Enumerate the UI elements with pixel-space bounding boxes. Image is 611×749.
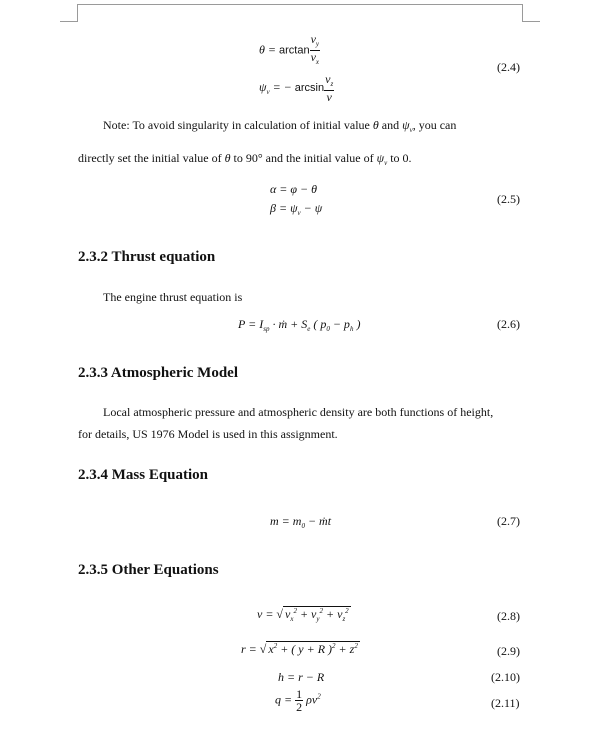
equation-number: (2.5) [497,192,520,206]
page-corner-right-v [522,4,523,21]
note-text: , you can [412,118,457,132]
equation-radius: r = √ $x^2$ + ( y + R )$^2 + z^2$ [241,642,358,656]
section-heading: 2.3.4 Mass Equation [78,467,209,483]
note-text: to 0. [390,151,412,165]
equation-number: (2.6) [497,317,520,331]
note-line-1: Note: To avoid singularity in calculation of initial value θ and $\psi_v$, you can [103,118,457,134]
equation-number: (2.8) [497,609,520,623]
equation-dynamic-pressure: q = $\frac{1}{2}$ $\rho v^2$ [275,687,321,714]
equation-number: (2.11) [491,696,520,710]
page-corner-left-v [77,4,78,21]
body-paragraph: The engine thrust equation is [103,290,243,304]
equation-beta: $\beta = \psi_v - \psi$ [270,201,323,217]
equation-psi: $\psi_v$ = − arcsin $\frac{v_z}{v}$ [259,72,334,104]
equation-theta: θ = arctan $\frac{v_y}{v_x}$ [259,32,320,66]
equation-number: (2.10) [491,670,520,684]
equation-thrust: $P = I_{sp}$ · ṁ + $S_e$ ( $p_0 - p_h$ ) [238,317,361,333]
equation-number: (2.9) [497,644,520,658]
equation-number: (2.4) [497,60,520,74]
note-text: to 90° and the initial value of [233,151,374,165]
equation-height: h = r − R [278,670,325,684]
note-line-2: directly set the initial value of θ to 90° and the initial value of $\psi_v$ to 0. [78,151,412,167]
section-heading: 2.3.5 Other Equations [78,562,219,578]
body-paragraph: for details, US 1976 Model is used in this assignment. [78,427,338,441]
equation-alpha: α = φ − θ [270,182,318,196]
note-text: and [381,118,400,132]
note-text: Note: To avoid singularity in calculation of initial value [103,118,370,132]
equation-mass: $m = m_0$ − ṁt [270,514,332,530]
section-heading: 2.3.3 Atmospheric Model [78,365,238,381]
equation-number: (2.7) [497,514,520,528]
note-text: directly set the initial value of [78,151,222,165]
page-corner-right-h [522,21,540,22]
equation-velocity: v = √ $v_x^2 + v_y^2 + v_z^2$ [257,607,349,623]
section-heading: 2.3.2 Thrust equation [78,249,216,265]
page-corner-left-h [60,21,78,22]
body-paragraph: Local atmospheric pressure and atmospheric density are both functions of height, [103,405,494,419]
page-top-border [77,4,522,5]
